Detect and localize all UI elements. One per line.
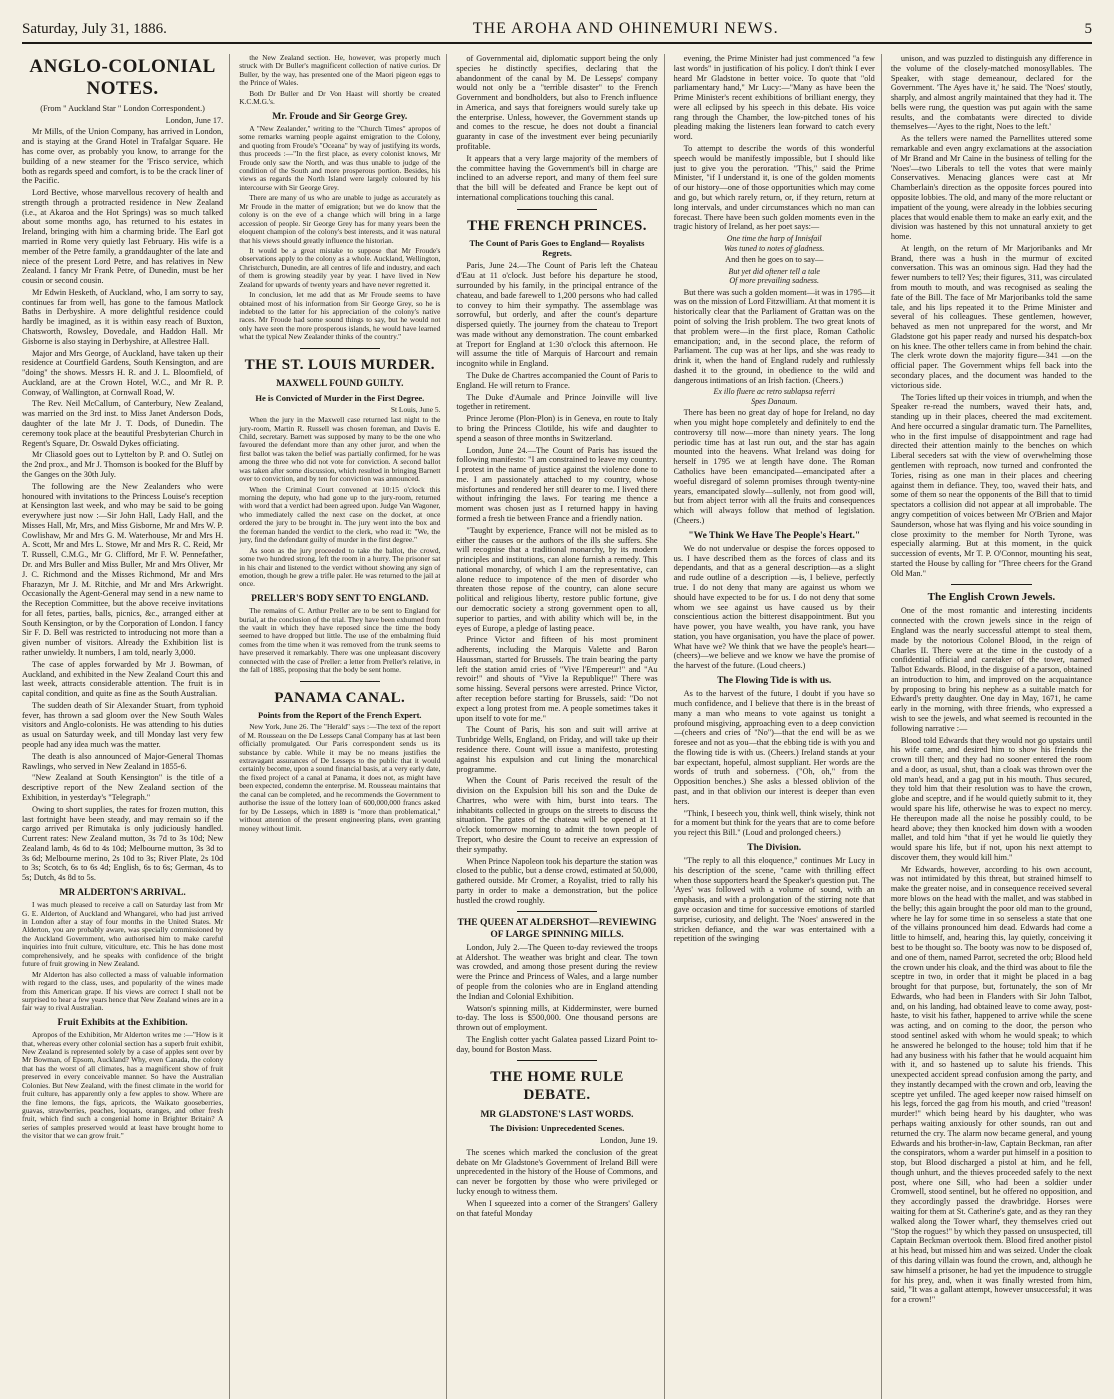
masthead	[22, 20, 1092, 44]
sub-heading-alderton: MR ALDERTON'S ARRIVAL.	[59, 887, 186, 898]
paragraph: Blood told Edwards that they would not go upstairs until his wife came, and desired him to show his friends the crown till then; and they had no sooner entered the room and a door, as usual, shut, than a cloak was thrown over the old man's head, and a gag put in his mouth. Thus secured, they told him that their resolution was to have the crown, globe and sceptre, and if he would quietly submit to it, they would spare his life, otherwise he was to expect no mercy. He thereupon made all the noise he possibly could, to be heard above; they then knocked him down with a wooden mallet, and told him "that if yet he would lie quietly they would spare his life, but if not, upon his next attempt to discover them, they would kill him."	[890, 735, 1093, 862]
article-heading-crown-jewels: The English Crown Jewels.	[927, 591, 1056, 604]
paragraph: Lord Bective, whose marvellous recovery of health and strength through a protracted residence in New Zealand (i.e., at Akaroa and the Hot Springs) was so much talked about some months ago, has returned to his estates in Ireland, bringing with him a charming bride. The Earl got married in Rome very quietly last February. His wife is a member of the Petre family, a granddaughter of the late and niece of the present Lord Petre, and has relatives in New Zealand. I fancy Mr Frank Petre, of Dunedin, must be her cousin or second cousin.	[22, 188, 224, 286]
paragraph: Paris, June 24.—The Count of Paris left the Chateau d'Eau at 11 o'clock. Just before his departure he stood, surrounded by his family, in the principal entrance of the chateau, and bade farewell to 1,200 persons who had called to convey to him their sympathy. The assemblage was sorrowful, but orderly, and after the count's departure dispersed quietly. The journey from the chateau to Treport was made without any demonstration. The count embarked at Treport for England at 1:30 o'clock this afternoon. He will assume the title of Marquis of Harcourt and remain incognito while in England.	[456, 261, 658, 369]
issue-date: Saturday, July 31, 1886.	[22, 21, 167, 37]
paragraph: A "New Zealander," writing to the "Church Times" apropos of some remarks warning people against emigration to the Colony, and quoting from Froude's "Oceana" by way of justifying its words, thus proceeds :—"In the first place, as every colonist knows, Mr Froude only saw the North, and was thus unable to judge of the condition of the South and more prosperous portion. Besides, his views as regards the North Island were largely coloured by his intercourse with Sir George Grey.	[239, 123, 441, 192]
divider	[300, 348, 380, 349]
paragraph: Prince Jerome (Plon-Plon) is in Geneva, en route to Italy to bring the Princess Clotilde, his wife and daughter to spend a season of three months in Switzerland.	[456, 414, 658, 443]
divider	[517, 1060, 597, 1061]
paragraph: As to the harvest of the future, I doubt if you have so much confidence, and I believe that there is in the breast of many a man who means to vote against us tonight a profound misgiving, approaching even to a deep conviction—(cheers and cries of "No")—that the end will be as we foresee and not as you—that the ebbing tide is with you and the flowing tide is with us. (Cheers.) Ireland stands at your bar expectant, hopeful, almost suppliant. Her words are the words of truth and soberness. ("Oh, oh," from the Opposition benches.) She asks a blessed oblivion of the past, and in that oblivion our interest is deeper than even hers.	[673, 689, 875, 806]
verse-quote: One time the harp of Innisfail Was tuned to notes of gladness.	[724, 234, 825, 253]
divider	[517, 911, 597, 912]
paragraph: The scenes which marked the conclusion of the great debate on Mr Gladstone's Government of Ireland Bill were unprecedented in the history of the House of Commons, and can never be forgotten by those who were privileged or lucky enough to witness them.	[456, 1147, 658, 1196]
paragraph: Both Dr Buller and Dr Von Haast will shortly be created K.C.M.G.'s.	[239, 88, 441, 107]
paragraph: Watson's spinning mills, at Kidderminster, were burned to-day. The loss is $500,000. One thousand persons are thrown out of employment.	[456, 1003, 658, 1033]
paragraph: Prince Victor and fifteen of his most prominent adherents, including the Marquis Valette and Baron Haussman, started for Brussels. The train bearing the party left the station amid cries of "Vive l'Empereur!" and "Au revoir!" and shouts of "Vive la Republique!" There was some hissing. Several persons were arrested. Prince Victor, after reception before starting for Brussels, said: "Do not expect a long protest from me. A people sometimes takes it upon itself to vote for me."	[456, 635, 658, 723]
paragraph: When the Count of Paris received the result of the division on the Expulsion bill his son and the Duke de Chartres, who were with him, burst into tears. The inhabitants collected in groups on the streets to discuss the situation. The gates of the chateau will be opened at 11 o'clock tomorrow morning to admit the town people of Treport, who desire the Count to receive an expression of their sympathy.	[456, 776, 658, 854]
paragraph: evening, the Prime Minister had just commenced "a few last words" in justification of his policy. I don't think I ever heard Mr Gladstone in better voice. To quote that "old parliamentary hand," Mr Lucy:—"Many as have been the Prime Minister's recent exhibitions of brilliant energy, they were all eclipsed by his speech in this debate. His voice rang through the Chamber, the low-pitched tones of his pleading making the listeners lean forward to catch every word.	[673, 54, 875, 142]
sub-heading-preller: PRELLER'S BODY SENT TO ENGLAND.	[251, 593, 429, 604]
paragraph: As the tellers were named the Parnellites uttered some remarkable and even angry exclamations at the association of Mr Brand and Mr Caine in the business of telling for the 'Noes'—two Liberals to tell the votes that were mainly Conservatives. Menacing glances were cast at Mr Chamberlain's direction as the opposite forces poured into opposite lobbies. The old, and many of the more reluctant or impatient of the young, were already in the lobbies securing places that would enable them to make an early exit, and the division was hastened by this not unnatural anxiety to get home.	[890, 134, 1093, 242]
paragraph: When the Criminal Court convened at 10:15 o'clock this morning the deputy, who had gone up to the jury-room, returned with word that a verdict had been agreed upon. Judge Van Wagoner, who immediately called the next case on the docket, at once ordered the jury to be brought in. The jury went into the box and the foreman handed the verdict to the clerk, who read it: "We, the jury, find the defendant guilty of murder in the first degree."	[239, 484, 441, 545]
paragraph: "Think, I beseech you, think well, think wisely, think not for a moment but think for the years that are to come before you reject this Bill." (Loud and prolonged cheers.)	[673, 808, 875, 838]
article-heading-home-rule: THE HOME RULE DEBATE.	[490, 1069, 624, 1104]
columns	[22, 54, 1092, 1399]
paragraph: Mr Mills, of the Union Company, has arrived in London, and is staying at the Grand Hotel in Trafalgar Square. He has come over, as probably you know, to arrange for the building of a new steamer for the 'Frisco service, which both as regards speed and comfort, is to be the crack liner of the Pacific.	[22, 127, 224, 186]
page-number: 5	[1084, 21, 1092, 37]
column-2	[239, 54, 447, 1399]
paragraph: The following are the New Zealanders who were honoured with invitations to the Princess Louise's reception at Kensington last week, and who may be said to be going everywhere just now :—Sir John Hall, Lady Hall, and the Misses Hall, Mr, Mrs, and Miss Gisborne, Mr and Mrs W. P. Cowlishaw, Mr and Mrs G. M. Waterhouse, Mr and Mrs H. A. Scott, Mr and Mrs L. Stowe, Mr and Mrs R. C. Reid, Mr T. Russell, C.M.G., Mr G. Clifford, Mr F. W. Pennefather, Dr. and Mrs Buller and Miss Buller, Mr and Mrs Oliver, Mr J. C. Richmond and the Misses Richmond, Mr and Mrs Fharazyn, Mr J. M. Ritchie, and Mr and Mrs Arkwright. Occasionally the Agent-General may send in a new name to the Reception Committee, but the above receive invitations for all fetes, parties, balls, picnics, &c., arranged either at South Kensington, or by the Corporation of London. I fancy Sir F. D. Bell was restricted to introducing not more than a given number of visitors. Already the Exhibition list is rather unwieldy. It numbers, I am told, nearly 3,000.	[22, 481, 224, 657]
paragraph: of Governmental aid, diplomatic support being the only species he distinctly specifies, declaring that the abandonment of the canal by M. De Lesseps' company would not only be a "terrible disaster" to the French Government and bondholders, but also to French influence in America, and says that foreigners would surely take up the enterprise. Unless, however, the Government stands up and comes to the rescue, he does not doubt a financial guaranty in case of the investment ever being pecuniarily profitable.	[456, 54, 658, 152]
paragraph: Major and Mrs George, of Auckland, have taken up their residence at Courtfield Gardens, South Kensington, and are "doing" the shows. Messrs H. R. and J. L. Bloomfield, of Auckland, are at the Crown Hotel, W.C., and Mr R. P. Conway, of Wallington, at Cornwall Road, W.	[22, 348, 224, 397]
paragraph: But there was such a golden moment—it was in 1795—it was on the mission of Lord Fitzwilliam. At that moment it is historically clear that the Parliament of Grattan was on the point of solving the Irish problem. The two great knots of that problem were—in the first place, Roman Catholic emancipation; and, in the second place, the reform of Parliament. The cup was at her lips, and she was ready to drink it, when the hand of England rudely and ruthlessly dashed it to the ground, in obedience to the wild and dangerous intimations of an Irish faction. (Cheers.)	[673, 287, 875, 385]
paragraph: London, July 2.—The Queen to-day reviewed the troops at Aldershot. The weather was bright and clear. The town was crowded, and among those present during the review were the Prince and Princess of Wales, and a large number of people from the colonies who are in England attending the Indian and Colonial Exhibition.	[456, 942, 658, 1001]
article-heading-french-princes: THE FRENCH PRINCES.	[467, 217, 647, 234]
column-1	[22, 54, 230, 1399]
paragraph: "The reply to all this eloquence," continues Mr Lucy in his description of the scene, "came with thrilling effect when those supporters heard the Speaker's question put. The 'Ayes' was followed with a volume of sound, with an emphasis, and with a prolongation of the stirring note that gave occasion and time for successive emotions of startled surprise, curiosity, and delight. The 'Noes' answered in the stricken defiance, and the war was entertained with a repetition of the swinging	[673, 856, 875, 944]
paragraph: Mr Edwards, however, according to his own account, was not intimidated by this threat, but strained himself to make the greater noise, and in consequence received several more blows on the head with the mallet, and was stabbed in the belly; this again brought the poor old man to the ground, where he lay for some time in so senseless a state that one of the villains pronounced him dead. Edwards had come a little to himself, and, hearing this, lay quietly, conceiving it best to be thought so. The booty was now to be disposed of, and one of them, named Parrot, secreted the orb; Blood held the crown under his cloak, and the third was about to file the sceptre in two, in order that it might be placed in a bag brought for that purpose, but, fortunately, the son of Mr Edwards, who had been in Flanders with Sir John Talbot, and, on his landing, had obtained leave to come away, post-haste, to visit his father, happened to arrive while the scene was acting, and on coming to the door, the person who stood sentinel asked with whom he would speak; to which he answered he belonged to the house; told him that if he had any business with his father that he would acquaint him with it, and so hastened up to salute his friends. This unexpected accident spread confusion among the party, and they instantly decamped with the crown and orb, leaving the sceptre yet unfiled. The aged keeper now raised himself on his legs, forced the gag from his mouth, and cried "treason! murder!" which being heard by his daughter, who was perhaps waiting anxiously for other sounds, ran out and returned the cry. The alarm now became general, and young Edwards and his brother-in-law, Captain Beckman, ran after the conspirators, whom a warder put himself in a position to stop, but Blood discharged a pistol at him, and he fell, though unhurt, and the thieves proceeded safely to the next post, where one Sill, who had been a soldier under Cromwell, stood sentinel, but he offered no opposition, and they accordingly passed the drawbridge. Horses were waiting for them at St. Catherine's gate, and as they ran they walked along the Tower wharf, they themselves cried out "Stop the rogues!" by which they passed on unsuspected, till Captain Beckman overtook them. Blood fired another pistol at his head, but missed him and was seized. Under the cloak of this daring villain was found the crown, and, although he saw himself a prisoner, he had yet the impudence to struggle for his prey, and, when it was finally wrested from him, said, "It was a gallant attempt, however unsuccessful; it was for a crown!"	[890, 864, 1093, 1305]
paragraph: The English cotter yacht Galatea passed Lizard Point to-day, bound for Boston Mass.	[456, 1034, 658, 1054]
paragraph: Mr Alderton has also collected a mass of valuable information with regard to the class, uses, and popularity of the wines made from this American grape. If his views are correct I shall not be surprised to hear a few years hence that New Zealand wines are in a fair way to rival Australian.	[22, 969, 224, 1013]
paragraph: It would be a great mistake to suppose that Mr Froude's observations apply to the colony as a whole. Auckland, Wellington, Christchurch, Dunedin, are all centres of life and industry, and each of them is growing steadily year by year. I have lived in New Zealand for upwards of twenty years and have never regretted it.	[239, 245, 441, 289]
article-heading-panama: PANAMA CANAL.	[274, 689, 406, 706]
verse-quote: But yet did oftener tell a tale Of more prevailing sadness.	[728, 266, 820, 286]
paragraph: I was much pleased to receive a call on Saturday last from Mr G. E. Alderton, of Auckland and Whangarei, who had just arrived in London after a stay of four months in the United States. Mr Alderton, you are probably aware, was specially commissioned by the Auckland Government, who authorised him to make careful inquiries into fruit culture, viticulture, etc. This he has done most comprehensively, and he speaks with confidence of the bright future of fruit growing in New Zealand.	[22, 900, 224, 969]
paragraph: When the jury in the Maxwell case returned last night to the jury-room, Martin R. Russell was chosen foreman, and Davis E. Child, secretary. Barnett was supposed by many to be the one who favoured the defendant more than any other juror, and when the first ballot was taken the belief was partially confirmed, for he was among the three who did not vote for conviction. A second ballot was taken after some discussion, which resulted in bringing Barnett over to conviction, and by ten for conviction was announced.	[239, 415, 441, 484]
paragraph: Mr Edwin Hesketh, of Auckland, who, I am sorry to say, continues far from well, has gone to the famous Matlock Baths in Derbyshire. A more delightful residence could hardly be imagined, as it is within easy reach of Buxton, Chatsworth, Rowsley, Dovedale, and Haddon Hall. Mr Gisborne is also staying in Derbyshire, at Allestree Hall.	[22, 287, 224, 346]
sub-heading-peoples-heart: "We Think We Have The People's Heart."	[688, 530, 861, 541]
column-4	[674, 54, 882, 1399]
article-dateline: London, June 17.	[165, 115, 224, 125]
paragraph: We do not undervalue or despise the forces opposed to us. I have described them as the forces of class and its dependants, and that as a general description—as a slight and rude outline of a description —is, I believe, perfectly true. I do not deny that many are against us whom we should have expected to be for us. I do not deny that some whom we see against us have caused us by their conscientious action the bitterest disappointment. But you have power, you have wealth, you have rank, you have station, you have organisation, you have the place of power. What have we? We think that we have the people's heart—(cheers)—we believe and we know we have the promise of the harvest of the future. (Loud cheers.)	[673, 543, 875, 671]
paragraph: The Count of Paris, his son and suit will arrive at Tunbridge Wells, England, on Friday, and will take up their residence there. Count will issue a manifesto, protesting against his expulsion and cut lining the monarchical programme.	[456, 725, 658, 774]
sub-heading-queen-aldershot: THE QUEEN AT ALDERSHOT—REVIEWING OF LARGE SPINNING MILLS.	[457, 918, 657, 940]
column-5	[891, 54, 1092, 1399]
sub-heading-froude-grey: Mr. Froude and Sir George Grey.	[272, 111, 408, 122]
paragraph: And then he goes on to say—	[725, 254, 824, 264]
article-dateline: London, June 19.	[599, 1136, 658, 1146]
paragraph: The sudden death of Sir Alexander Stuart, from typhoid fever, has thrown a sad gloom over the New South Wales visitors and Anglo-colonists. He was attending to his duties as usual on Saturday week, and till Monday last very few people had any idea much was the matter.	[22, 700, 224, 750]
sub-heading-flowing-tide: The Flowing Tide is with us.	[717, 676, 832, 687]
paragraph: There has been no great day of hope for Ireland, no day when you might hope completely and definitely to end the controversy till now—more than ninety years. The long periodic time has at last run out, and the star has again mounted into the heavens. What Ireland was doing for herself in 1795 we at length have done. The Roman Catholics have been emancipated—emancipated after a woeful disregard of solemn promises through twenty-nine years, emancipated slowly—sullenly, not from good will, but from abject terror with all the fruits and consequences which will always follow that method of legislation. (Cheers.)	[673, 408, 875, 525]
paragraph: One of the most romantic and interesting incidents connected with the crown jewels since in the reign of England was the nearly successful attempt to steal them, made by the notorious Colonel Blood, in the reign of Charles II. There were at the time in the custody of a confidential official and caretaker of the tower, named Talbot Edwards. Blood, in the disguise of a parson, obtained an introduction to him, and improved on the acquaintance by proposing to bring his nephew as a suitable match for Edward's pretty daughter. One day in May, 1671, he came early in the morning, with three friends, who expressed a wish to see the jewels, and what seemed is recounted in the following narrative :—	[890, 606, 1093, 733]
article-deck: Points from the Report of the French Expert.	[258, 710, 422, 721]
paragraph: It appears that a very large majority of the members of the committee having the Government's bill in charge are inclined to an adverse report, and many of them feel sure that the bill will be defeated and France be kept out of international complications touching this canal.	[456, 153, 658, 202]
divider	[951, 584, 1031, 585]
paragraph: When I squeezed into a corner of the Strangers' Gallery on that fateful Monday	[456, 1198, 658, 1218]
paragraph: In conclusion, let me add that as Mr Froude seems to have obtained most of his information from Sir George Grey, so he is indebted to the latter for his appreciation of the colony's native races. Mr Froude had some sound things to say, but he would not only have seen the more prosperous islands, he would have learned what the typical New Zealander thinks of the country."	[239, 290, 441, 342]
paragraph: The remains of C. Arthur Preller are to be sent to England for burial, at the conclusion of the trial. They have been exhumed from the vault in which they have reposed since the time the body seemed to have dropped but little. The use of the embalming fluid comes from the time when it was removed from the trunk seems to have preserved it remarkably. There was one unpleasant discovery connected with the case of Preller: a letter from Preller's relative, in the fall of 1885, proposing that the body be sent home.	[239, 606, 441, 675]
divider	[300, 681, 380, 682]
paragraph: As soon as the jury proceeded to take the ballot, the crowd, some two hundred strong, left the room in a hurry. The prisoner sat in his chair and listened to the verdict without showing any sign of emotion, though he grew a trifle paler. He was returned to the jail at once.	[239, 545, 441, 589]
column-3	[456, 54, 664, 1399]
paragraph: The death is also announced of Major-General Thomas Rawlings, who served in New Zealand in 1855-6.	[22, 751, 224, 771]
sub-heading-division: The Division.	[747, 842, 802, 853]
article-deck: The Division: Unprecedented Scenes.	[489, 1123, 625, 1134]
paragraph: Owing to short supplies, the rates for frozen mutton, this last fortnight have been steady, and may remain so if the cargo arrived per Rimutaka is only judiciously handled. Current rates: New Zealand mutton, 3s 7d to 3s 10d; New Zealand lamb, 4s 6d to 4s 10d; Melbourne mutton, 3s 3d to 3s 6d; Melbourne merino, 2s 10d to 3s; River Plate, 2s 10d to 3s; Scotch, 6s to 6s 4d; English, 6s to 6s; German, 4s to 5s; Dutch, 4s 8d to 5s.	[22, 804, 224, 883]
newspaper-title: THE AROHA AND OHINEMURI NEWS.	[472, 20, 779, 37]
paragraph: The Rev. Neil McCallum, of Canterbury, New Zealand, was married on the 3rd inst. to Miss Janet Anderson Dods, daughter of the late Mr J. T. Dods, of Dunedin. The ceremony took place at the beautiful Presbyterian Church in Regent's Square, Dr. Oswald Dykes officiating.	[22, 399, 224, 448]
paragraph: "New Zealand at South Kensington" is the title of a descriptive report of the New Zealand section of the Exhibition, in yesterday's "Telegraph."	[22, 773, 224, 802]
paragraph: At length, on the return of Mr Marjoribanks and Mr Brand, there was a hush in the murmur of excited conversation. This was an ominous sign. Had they had the fewer numbers to tell? Yes; their figures, 311, was circulated from mouth to mouth, and was recognised as sealing the fate of the Bill. The face of Mr Marjoribanks told the same tale, and his lips repeated it to the Prime Minister and several of his colleagues. These gentlemen, however, behaved as men not unprepared for the worst, and Mr Gladstone got his paper ready and nursed his despatch-box on his knee. The other tellers came in from behind the chair. The clerk wrote down the majority figure—341 —on the official paper. The Government whips fell back into the secondary places, and the document was handed to the victorious side.	[890, 243, 1093, 390]
paragraph: The case of apples forwarded by Mr J. Bowman, of Auckland, and exhibited in the New Zealand Court this and last week, attracts considerable attention. The fruit is in capital condition, and quite as fine as the South Australian.	[22, 659, 224, 699]
article-source: (From " Auckland Star " London Correspondent.)	[40, 103, 205, 113]
paragraph: The Tories lifted up their voices in triumph, and when the Speaker re-read the numbers, waved their hats, and, standing up in their places, cheered the mad excitement. And here occurred a singular dramatic turn. The Parnellites, who in the first impulse of disappointment and rage had directed their attention mainly to the benches on which Liberal seceders sat with the view of overwhelming those gentlemen with reproach, now turned and confronted the Tories, rising as one man in their places and cheering against them in defiance. They, too, waved their hats, and some of them so near the opponents of the Bill that to timid spectators a collision did not appear at all improbable. The angry competition of voices between Mr O'Brien and Major Saunderson, whose hat was flying and his voice sounding in close proximity to the member for North Tyrone, was especially alarming. But at this moment, in the quick succession of events, Mr T. P. O'Connor, mounting his seat, started the House by calling for "Three cheers for the Grand Old Man."	[890, 392, 1093, 578]
article-heading-anglo-colonial: ANGLO-COLONIAL NOTES.	[29, 56, 216, 100]
paragraph: When Prince Napoleon took his departure the station was closed to the public, but a dense crowd, estimated at 50,000, gathered outside. Mr Cromer, a Royalist, tried to rally his party in order to make a demonstration, but the police hustled the crowd roughly.	[456, 856, 658, 905]
divider	[517, 209, 597, 210]
article-heading-st-louis: THE ST. LOUIS MURDER.	[244, 356, 435, 373]
paragraph: There are many of us who are unable to judge as accurately as Mr Froude in the matter of emigration; but we do know that the colony is on the eve of a change which will bring in a large accession of people. Sir George Grey has for many years been the eloquent champion of the colony's best interests, and it was natural that his views should greatly influence the historian.	[239, 193, 441, 245]
paragraph: unison, and was puzzled to distinguish any difference in the volume of the closely-matched monosyllables. The Speaker, with stage demeanour, declared for the Government. 'The Ayes have it,' he said. The 'Noes' stoutly, sharply, and almost angrily maintained that they had it. The bells were rung, the question was put again with the same results, and the combatants were directed to divide themselves—'Ayes to the right, Noes to the left.'	[890, 54, 1093, 132]
paragraph: London, June 24.—The Count of Paris has issued the following manifesto: "I am constrained to leave my country. I protest in the name of justice against the violence done to me. I am passionately attached to my country, whose misfortunes and rendered her still dearer to me. I lived there without infringing the laws. For tearing me thence a moment was chosen just as I returned happy in having formed a fresh tie between France and a friendly nation.	[456, 445, 658, 523]
article-deck: The Count of Paris Goes to England— Royalists Regrets.	[469, 238, 645, 259]
paragraph: The Duke d'Aumale and Prince Joinville will live together in retirement.	[456, 392, 658, 412]
article-dateline: St Louis, June 5.	[390, 404, 441, 414]
sub-heading-gladstone: MR GLADSTONE'S LAST WORDS.	[480, 1109, 634, 1120]
paragraph: "Taught by experience, France will not be misled as to either the causes or the authors of the ills she suffers. She will recognise that a traditional monarchy, by its modern principles and institutions, can alone furnish a remedy. This national monarchy, of which I am the representative, can alone reduce to impotence of the men of disorder who threaten those repose of the country, can alone secure political and religious liberty, restore public fortune, give our democratic society a strong government open to all, superior to parties, and with ability which will be, in the eyes of Europe, a pledge of lasting peace.	[456, 525, 658, 633]
paragraph: Mr Cliasold goes out to Lyttelton by P. and O. Sutlej on the 2nd prox., and Mr J. Thomson is booked for the Bluff by the Ganges on the 30th July.	[22, 450, 224, 479]
paragraph: the New Zealand section. He, however, was properly much struck with Dr Buller's magnificent collection of native curios. Dr Buller, by the way, has presented one of the Maori pigeon eggs to the Prince of Wales.	[239, 54, 441, 88]
paragraph: To attempt to describe the words of this wonderful speech would be manifestly impossible, but I should like just to give you the peroration. "This," said the Prime Minister, "if I understand it, is one of the golden moments of our history—one of those opportunities which may come and go, but which rarely return, or, if they return, return at long intervals, and under circumstances which no man can forecast. There have been such golden moments even in the tragic history of Ireland, as her poet says:—	[673, 144, 875, 232]
article-deck: He is Convicted of Murder in the First Degree.	[255, 392, 425, 403]
sub-heading-maxwell: MAXWELL FOUND GUILTY.	[276, 379, 404, 390]
verse-quote: Ex illo fluere ac retro sublapsa referri Spes Danaum.	[713, 387, 835, 406]
paragraph: The Duke de Chartres accompanied the Count of Paris to England. He will return to France.	[456, 371, 658, 390]
paragraph: Apropos of the Exhibition, Mr Alderton writes me :—"How is it that, whereas every other colonial section has a superb fruit exhibit, New Zealand is represented solely by a case of apples sent over by Mr Bowman, of Epsom, Auckland? Why, even Canada, the colony that has the worst of all climates, has a magnificent show of fruit preserved in every conceivable manner. So have the Australian Colonies. But New Zealand, with the finest climate in the world for fruit culture, has apparently only a few apples to show. Where are the fine lemons, the figs, apricots, the Waikato gooseberries, guavas, strawberries, peaches, loquats, oranges, and other fresh fruit, which find such a congenial home in Brighter Britain? A series of samples preserved would at least have brought home to the visitor that we can grow fruit."	[22, 1030, 224, 1141]
paragraph: New York, June 26. The "Herald" says :—The text of the report of M. Rousseau on the De Lesseps Canal Company has at last been officially promulgated. Our Paris correspondent sends us its substance by cable. While it may be no means justifies the extravagant assurances of De Lesseps to the public that it would certainly become, upon a sound financial basis, at a very early date, the fixed project of a canal at Panama, it does not, as might have been expected, condemn the enterprise. M. Rousseau maintains that the canal can be completed, and he recommends the Government to authorise the issue of the lottery loan of 600,000,000 francs asked for by De Lesseps, which in 1889 is "more than problematical," without attention of the present engineering plans, even granting money without limit.	[239, 722, 441, 833]
sub-heading-fruit-exhibits: Fruit Exhibits at the Exhibition.	[57, 1017, 188, 1028]
